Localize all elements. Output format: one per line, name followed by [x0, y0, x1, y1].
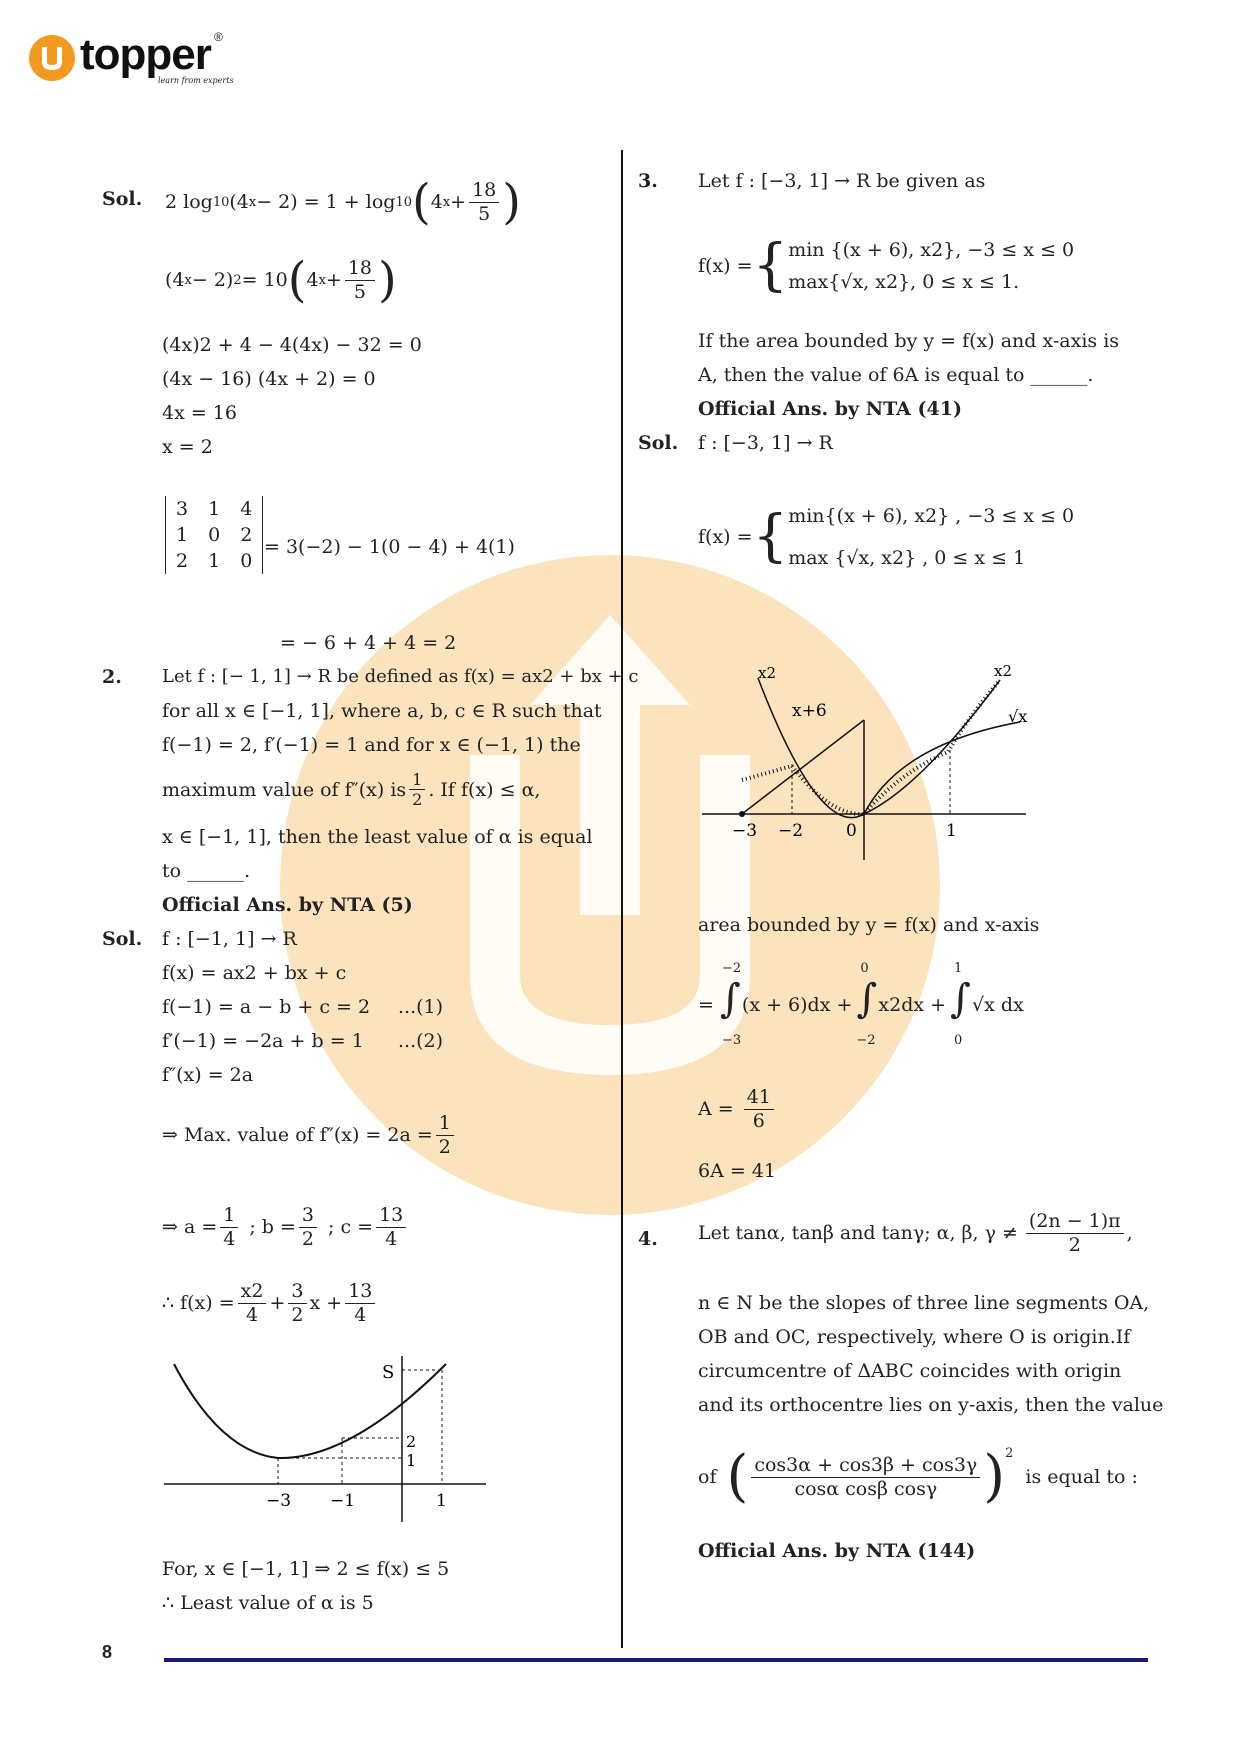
int1-upper: −2: [721, 961, 742, 976]
sol3-fx: f(x) =: [698, 526, 753, 548]
tick-0: 0: [846, 821, 857, 841]
q2-line1: Let f : [− 1, 1] → R be defined as f(x) = ax2 + bx + c: [162, 666, 639, 687]
q4-line2: n ∈ N be the slopes of three line segments OA,: [698, 1292, 1150, 1314]
q4-line1: [698, 1210, 1133, 1257]
q2-line4-b: . If f(x) ≤ α,: [428, 778, 541, 801]
label-sqrt-x: √x: [1008, 707, 1028, 726]
q4-tail: is equal to :: [1025, 1466, 1138, 1488]
sol3-label: Sol.: [638, 432, 679, 454]
sol3-area-text: area bounded by y = f(x) and x-axis: [698, 914, 1040, 936]
int3-lower: 0: [954, 1033, 963, 1048]
q4-line5: and its orthocentre lies on y-axis, then the value: [698, 1394, 1164, 1416]
logo-circle-icon: [28, 34, 76, 82]
det-rhs: = 3(−2) − 1(0 − 4) + 4(1): [264, 536, 515, 558]
sol2-line4: f′(−1) = −2a + b = 1: [162, 1030, 364, 1052]
q2-line4: [162, 770, 540, 809]
area-graph: [700, 660, 1030, 860]
b-frac: $\frac{3}{2}$: [299, 1204, 317, 1251]
l1-c: (4: [229, 191, 249, 213]
l2-f: 4: [306, 269, 319, 291]
q2-number: 2.: [102, 666, 122, 688]
sol1-line1: 2 log 10 (4 x − 2) = 1 + log 10 ( 4 x + $\frac{18}{5}$ ): [165, 174, 522, 230]
q3-fx: f(x) =: [698, 255, 753, 277]
l2-e: = 10: [241, 269, 288, 291]
sol2-range: For, x ∈ [−1, 1] ⇒ 2 ≤ f(x) ≤ 5: [162, 1558, 450, 1580]
sol3-A: [698, 1086, 777, 1133]
tick-minus3: −3: [266, 1491, 292, 1511]
l2-d: 2: [233, 272, 242, 288]
integral1: ∫ −2 −3: [719, 961, 742, 1048]
tick-m2: −2: [778, 821, 804, 841]
sol2-tag2: ...(2): [398, 1030, 444, 1052]
fx-frac2: $\frac{3}{2}$: [288, 1280, 306, 1327]
tick-minus1: −1: [330, 1491, 356, 1511]
fx-frac1: $\frac{x2}{4}$: [238, 1280, 267, 1327]
q3-piecewise: f(x) = { min {(x + 6), x2}, −3 ≤ x ≤ 0 max{√x, x2}, 0 ≤ x ≤ 1.: [698, 233, 1075, 298]
q4-frac: $\frac{(2n - 1)\pi}{2}$: [1026, 1210, 1124, 1257]
l2-a: (4: [165, 269, 185, 291]
label-x-plus-6: x+6: [792, 701, 827, 721]
q4-line3: OB and OC, respectively, where O is origin.If: [698, 1326, 1131, 1348]
q2-line6: to ______.: [162, 860, 251, 882]
hatched-boundary: [742, 680, 1000, 814]
footer-line: [164, 1658, 1148, 1662]
sol3-case1: min{(x + 6), x2} , −3 ≤ x ≤ 0: [788, 505, 1075, 527]
q2-line5: x ∈ [−1, 1], then the least value of α is equal: [162, 826, 593, 848]
int2-lower: −2: [856, 1033, 876, 1048]
sol1-line5: 4x = 16: [162, 402, 237, 424]
sol1-line6: x = 2: [162, 436, 213, 458]
sol3-sixA: 6A = 41: [698, 1160, 776, 1182]
column-divider: [621, 150, 623, 1648]
q3-line1: Let f : [−3, 1] → R be given as: [698, 170, 986, 192]
q3-line2: If the area bounded by y = f(x) and x-axis is: [698, 330, 1120, 352]
l2-c: − 2): [191, 269, 234, 291]
sol2-line3: f(−1) = a − b + c = 2: [162, 996, 371, 1018]
int2-upper: 0: [860, 961, 869, 976]
q4-l1: Let tanα, tanβ and tanγ; α, β, γ ≠: [698, 1222, 1018, 1245]
integral3: ∫ 1 0: [950, 961, 971, 1048]
fx-plus: +: [269, 1292, 286, 1315]
a-frac: $\frac{1}{4}$: [220, 1204, 238, 1251]
int1-lower: −3: [721, 1033, 742, 1048]
registered-mark: ®: [214, 30, 223, 44]
q2-official-answer: Official Ans. by NTA (5): [162, 894, 413, 916]
max-frac: $\frac{1}{2}$: [436, 1112, 454, 1159]
l1-d: x: [248, 194, 257, 210]
frac-18-5-a: $\frac{18}{5}$: [469, 179, 499, 226]
q4-of: of: [698, 1466, 717, 1488]
page-number: 8: [102, 1642, 113, 1662]
l1-g: 4: [430, 191, 443, 213]
sol2-line2: f(x) = ax2 + bx + c: [162, 962, 347, 984]
determinant: 3 1 4 1 0 2 2 1 0: [165, 496, 263, 574]
q4-power: 2: [1005, 1446, 1014, 1461]
sol2-least: ∴ Least value of α is 5: [162, 1592, 374, 1614]
brand-name: topper: [80, 30, 211, 79]
l1-i: +: [450, 191, 467, 213]
sol3-integrals: [698, 961, 1024, 1048]
q4-official-answer: Official Ans. by NTA (144): [698, 1540, 976, 1562]
integral2: ∫ 0 −2: [856, 961, 878, 1048]
q4-expression: of ( $\frac{\cos 3\alpha + \cos 3\beta + \cos 3\gamma}{\text{cosα cosβ cosγ}}$ ) $^2$ is equal to :: [698, 1444, 1138, 1509]
l1-a: 2 log: [165, 191, 213, 213]
int3-upper: 1: [954, 961, 963, 976]
det-result: = − 6 + 4 + 4 = 2: [280, 632, 457, 654]
sol2-label: Sol.: [102, 928, 143, 950]
label-x2-left: x2: [758, 664, 777, 682]
l1-e: − 2) = 1 + log: [256, 191, 396, 213]
origin-point-minus3: [739, 811, 745, 817]
fx-frac3: $\frac{13}{4}$: [345, 1280, 375, 1327]
fx-x: x +: [309, 1292, 343, 1315]
int1-body: (x + 6)dx +: [741, 994, 853, 1016]
q2-line4-a: maximum value of f″(x) is: [162, 778, 407, 801]
y-label-1: 1: [406, 1451, 417, 1470]
s-label: S: [382, 1362, 395, 1383]
sol2-abc: [162, 1204, 409, 1251]
fx-pre: ∴ f(x) =: [162, 1292, 235, 1315]
q3-case1: min {(x + 6), x2}, −3 ≤ x ≤ 0: [788, 239, 1075, 261]
line-x-plus-6: [742, 720, 864, 814]
q4-comma: ,: [1126, 1222, 1133, 1245]
l1-h: x: [442, 194, 451, 210]
sol2-line1: f : [−1, 1] → R: [162, 928, 297, 950]
tick-1: 1: [436, 1491, 447, 1511]
tagline: learn from experts: [158, 76, 234, 85]
label-x2-right: x2: [994, 662, 1013, 680]
c-pre: ; c =: [328, 1216, 374, 1239]
l1-b: 10: [212, 194, 230, 210]
sol1-label: Sol.: [102, 188, 143, 210]
l2-b: x: [184, 272, 192, 288]
l2-h: +: [325, 269, 342, 291]
sol3-line1: f : [−3, 1] → R: [698, 432, 833, 454]
l1-f: 10: [395, 194, 412, 210]
max-text: ⇒ Max. value of f″(x) = 2a =: [162, 1124, 433, 1147]
q2-line2: for all x ∈ [−1, 1], where a, b, c ∈ R such that: [162, 700, 602, 722]
q2-frac-half: $\frac{1}{2}$: [409, 770, 425, 809]
sol3-case2: max {√x, x2} , 0 ≤ x ≤ 1: [788, 547, 1026, 569]
q3-number: 3.: [638, 170, 658, 192]
sol3-piecewise: f(x) = { min{(x + 6), x2} , −3 ≤ x ≤ 0 max {√x, x2} , 0 ≤ x ≤ 1: [698, 504, 1075, 569]
tick-m3: −3: [732, 821, 758, 841]
c-frac: $\frac{13}{4}$: [376, 1204, 406, 1251]
b-pre: ; b =: [249, 1216, 296, 1239]
frac-18-5-b: $\frac{18}{5}$: [345, 257, 375, 304]
a-pre: ⇒ a =: [162, 1216, 218, 1239]
q3-official-answer: Official Ans. by NTA (41): [698, 398, 962, 420]
q3-line3: A, then the value of 6A is equal to ______.: [698, 364, 1094, 386]
int3-body: √x dx: [972, 994, 1024, 1016]
A-frac: $\frac{41}{6}$: [744, 1086, 774, 1133]
q4-big-frac: $\frac{\cos 3\alpha + \cos 3\beta + \cos 3\gamma}{\text{cosα cosβ cosγ}}$: [751, 1454, 980, 1501]
sol1-line3: (4x)2 + 4 − 4(4x) − 32 = 0: [162, 334, 422, 356]
sol2-fx: [162, 1280, 378, 1327]
int2-body: x2dx +: [878, 994, 947, 1016]
q2-line3: f(−1) = 2, f′(−1) = 1 and for x ∈ (−1, 1) the: [162, 734, 581, 756]
A-pre: A =: [698, 1098, 734, 1121]
l2-g: x: [318, 272, 326, 288]
tick-1-r: 1: [946, 821, 957, 841]
q4-line4: circumcentre of ΔABC coincides with origin: [698, 1360, 1122, 1382]
q3-case2: max{√x, x2}, 0 ≤ x ≤ 1.: [788, 271, 1020, 293]
q4-number: 4.: [638, 1228, 658, 1250]
sol2-tag1: ...(1): [398, 996, 444, 1018]
sol2-max-value: [162, 1112, 457, 1159]
parabola-graph: [160, 1352, 490, 1522]
sol1-line2: (4 x − 2) 2 = 10 ( 4 x + $\frac{18}{5}$ ): [165, 252, 397, 308]
y-label-2: 2: [406, 1432, 417, 1451]
sol1-line4: (4x − 16) (4x + 2) = 0: [162, 368, 376, 390]
sol2-line5: f″(x) = 2a: [162, 1064, 254, 1086]
int-eq: =: [698, 994, 714, 1016]
